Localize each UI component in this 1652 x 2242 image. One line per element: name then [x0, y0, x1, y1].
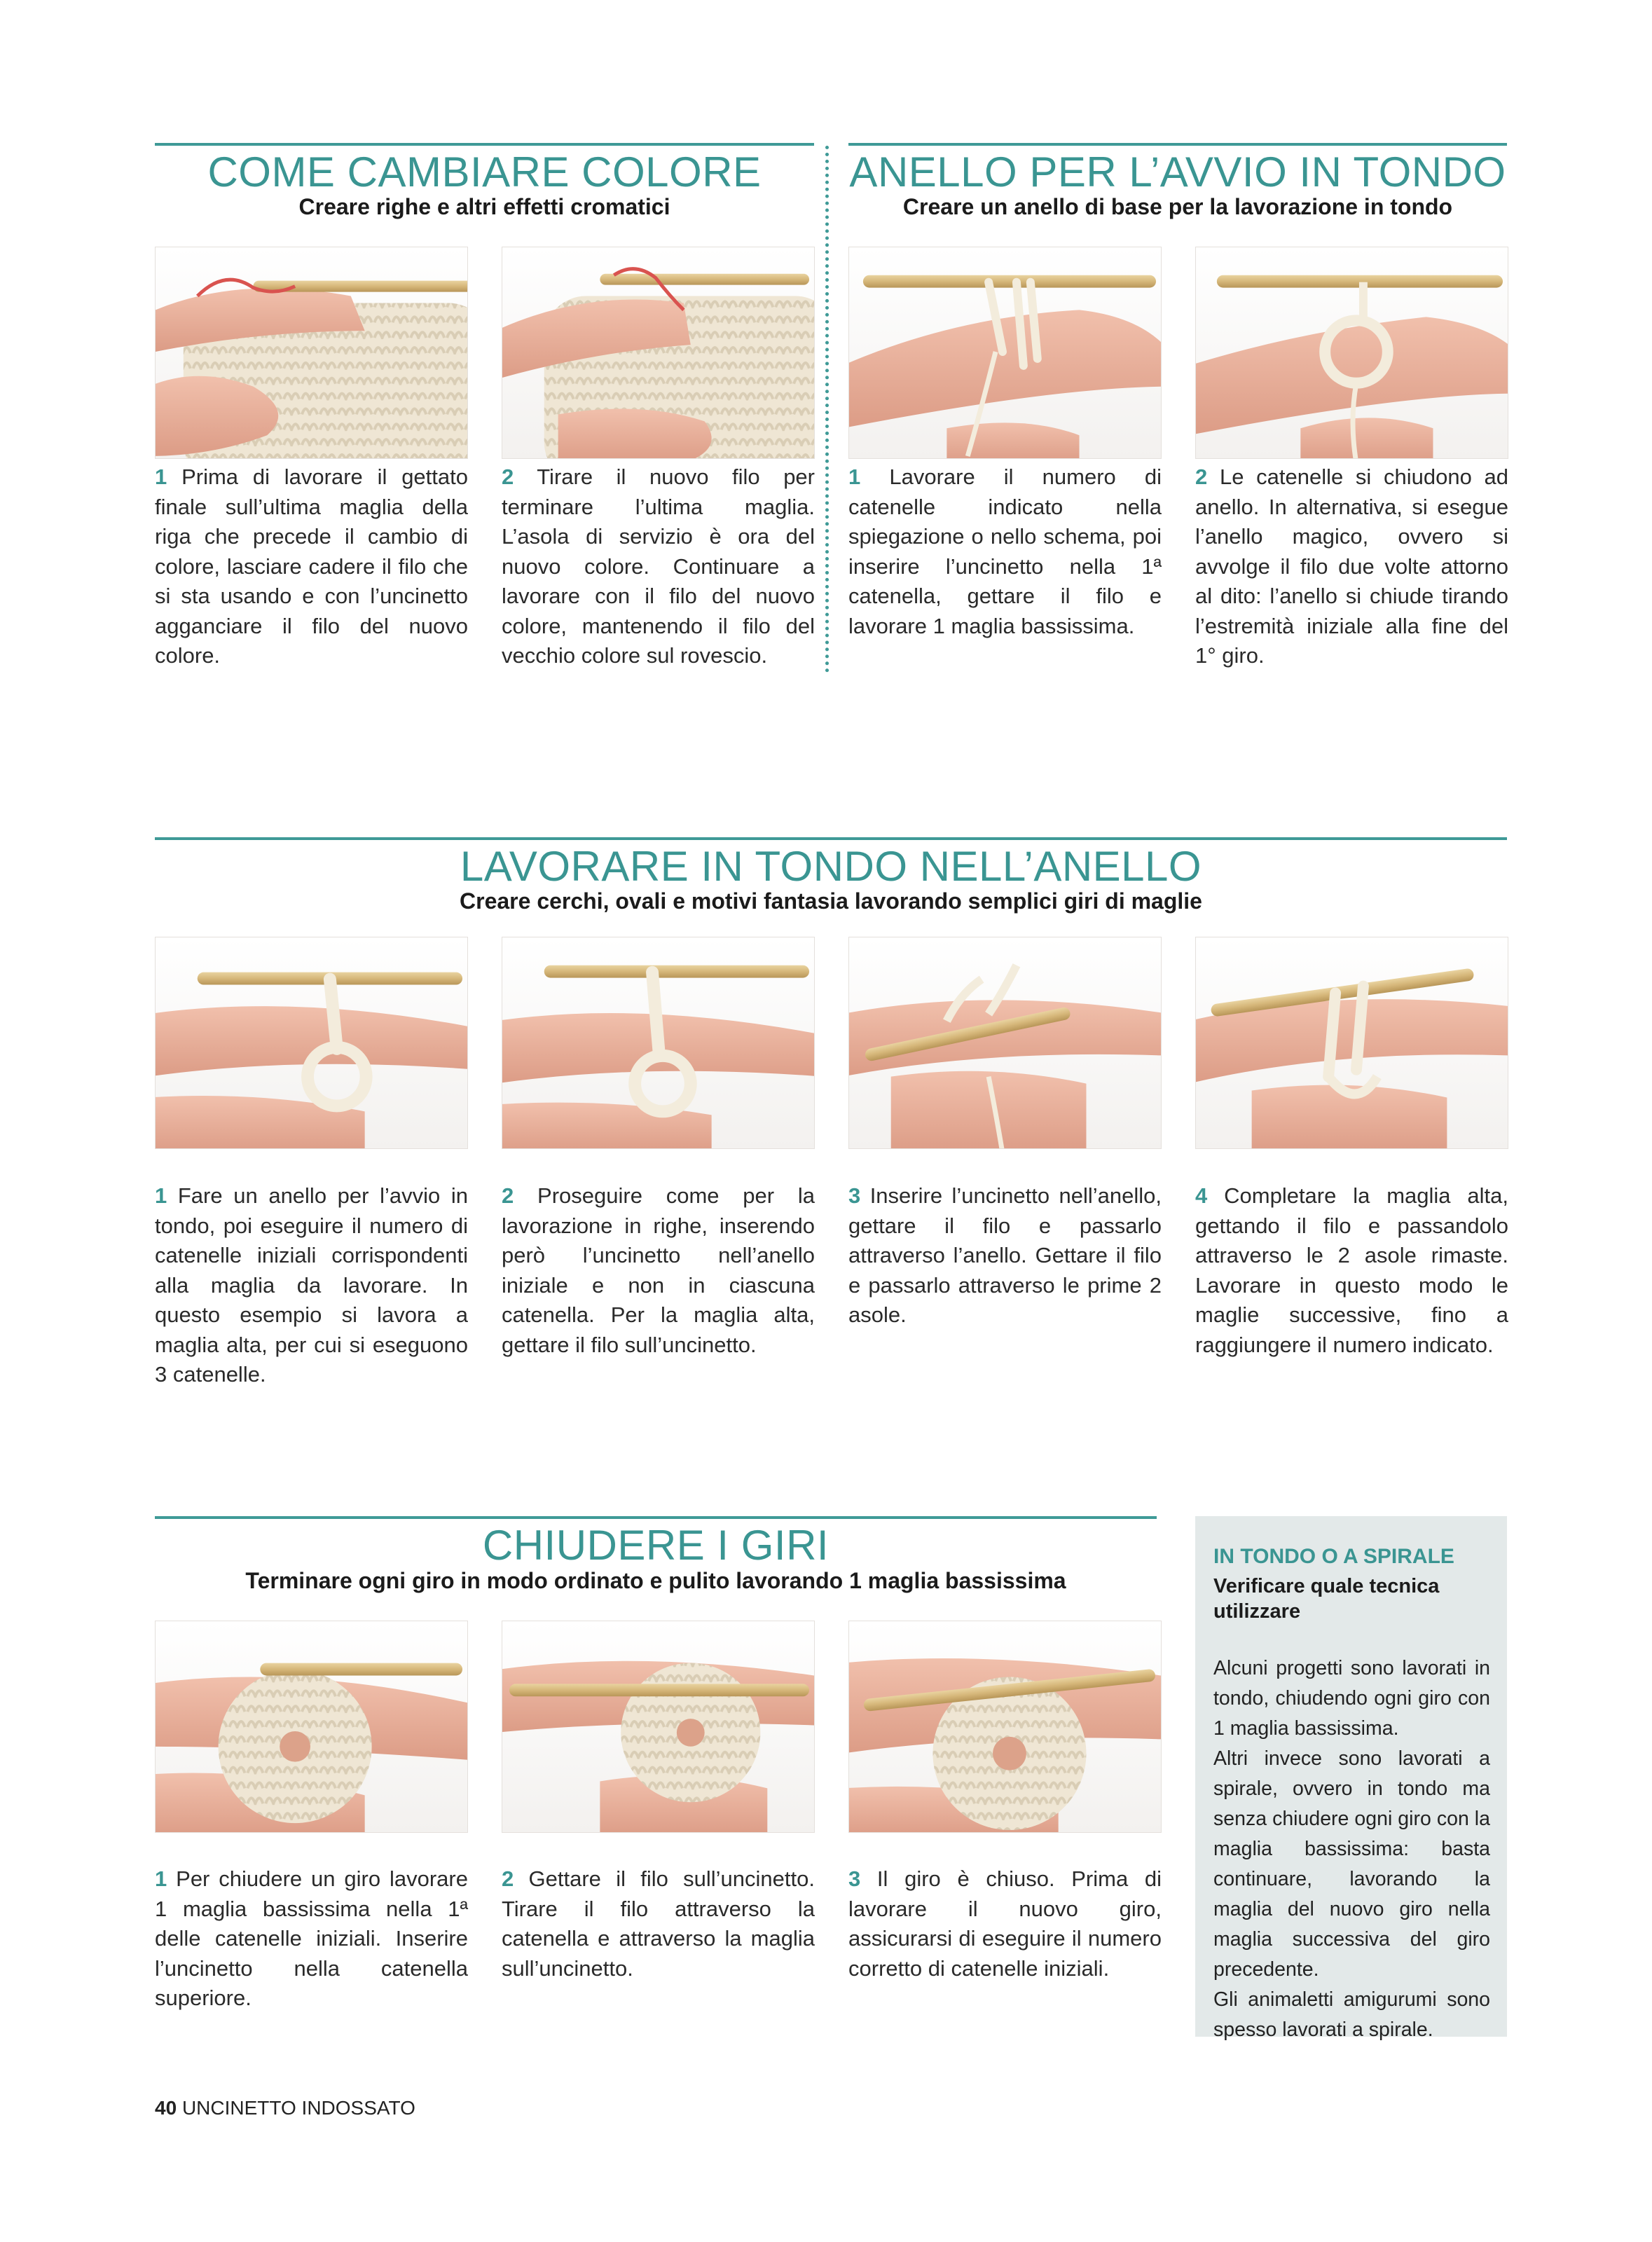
page-number: 40 [155, 2097, 177, 2119]
section-subtitle-tondo: Creare cerchi, ovali e motivi fantasia lavorando semplici giri di maglie [460, 888, 1202, 914]
section-title-anello: ANELLO PER L’AVVIO IN TONDO [849, 149, 1506, 195]
photo-tondo-step-1 [155, 937, 468, 1149]
step-number: 2 [502, 1866, 514, 1891]
step-colore-1 [155, 462, 468, 671]
photo-tondo-step-2 [502, 937, 815, 1149]
photo-tondo-step-3 [848, 937, 1162, 1149]
section-title-giri: CHIUDERE I GIRI [482, 1522, 830, 1569]
step-colore-2 [502, 462, 815, 671]
sidebar-paragraph: Alcuni progetti sono lavorati in tondo, chiudendo ogni giro con 1 maglia bassissima. [1213, 1657, 1490, 1740]
sidebar-body [1213, 1653, 1490, 2045]
photo-anello-step-1 [848, 247, 1162, 459]
section-rule-colore [155, 143, 814, 146]
step-text: Fare un anello per l’avvio in tondo, poi eseguire il numero di catenelle iniziali corrispondenti alla maglia da lavorare. In questo esempio si lavora a maglia alta, per cui si eseguono 3 catenelle. [155, 1183, 468, 1387]
sidebar-box [1195, 1516, 1507, 2041]
section-rule-anello [848, 143, 1507, 146]
step-number: 1 [155, 1183, 167, 1208]
step-giri-3 [848, 1864, 1162, 1983]
photo-tondo-step-4 [1195, 937, 1508, 1149]
step-text: Per chiudere un giro lavorare 1 maglia bassissima nella 1ª delle catenelle iniziali. Inserire l’uncinetto nella catenella superiore. [155, 1866, 468, 2010]
step-anello-2 [1195, 462, 1508, 671]
step-number: 1 [848, 465, 861, 489]
step-text: Il giro è chiuso. Prima di lavorare il nuovo giro, assicurarsi di eseguire il numero corretto di catenelle iniziali. [848, 1866, 1162, 1981]
sidebar-paragraph: Gli animaletti amigurumi sono spesso lavorati a spirale. [1213, 1988, 1490, 2041]
section-title-colore: COME CAMBIARE COLORE [207, 149, 762, 195]
photo-colore-step-1 [155, 247, 468, 459]
step-number: 2 [502, 465, 514, 489]
step-text: Le catenelle si chiudono ad anello. In alternativa, si esegue l’anello magico, ovvero si avvolge il filo due volte attorno al dito: l’anello si chiude tirando l’estremità iniziale alla fine del 1° giro. [1195, 465, 1508, 668]
photo-anello-step-2 [1195, 247, 1508, 459]
section-rule-giri [155, 1516, 1157, 1519]
step-text: Prima di lavorare il gettato finale sull’ultima maglia della riga che precede il cambio di colore, lasciare cadere il filo che si sta usando e con l’uncinetto agganciare il filo del nuovo colore. [155, 465, 468, 668]
step-text: Inserire l’uncinetto nell’anello, gettare il filo e passarlo attraverso l’anello. Gettare il filo e passarlo attraverso le prime 2 asole. [848, 1183, 1162, 1327]
step-number: 3 [848, 1183, 861, 1208]
step-tondo-1 [155, 1181, 468, 1390]
step-tondo-2 [502, 1181, 815, 1360]
step-number: 1 [155, 1866, 167, 1891]
magazine-name: UNCINETTO INDOSSATO [181, 2097, 415, 2119]
step-text: Tirare il nuovo filo per terminare l’ultima maglia. L’asola di servizio è ora del nuovo colore. Continuare a lavorare con il filo del nuovo colore, mantenendo il filo del vecchio colore sul rovescio. [502, 465, 815, 668]
photo-giri-step-3 [848, 1621, 1162, 1833]
step-text: Gettare il filo sull’uncinetto. Tirare il filo attraverso la catenella e attraverso la maglia sull’uncinetto. [502, 1866, 815, 1981]
step-tondo-4 [1195, 1181, 1508, 1360]
step-number: 2 [502, 1183, 514, 1208]
section-subtitle-giri: Terminare ogni giro in modo ordinato e pulito lavorando 1 maglia bassissima [245, 1568, 1066, 1593]
sidebar-title: IN TONDO O A SPIRALE [1213, 1545, 1454, 1568]
sidebar-subtitle: Verificare quale tecnica utilizzare [1213, 1575, 1440, 1623]
step-giri-1 [155, 1864, 468, 2014]
section-subtitle-colore: Creare righe e altri effetti cromatici [298, 194, 670, 219]
step-text: Completare la maglia alta, gettando il filo e passandolo attraverso le 2 asole rimaste. Lavorare in questo modo le maglie successive, fino a raggiungere il numero indicato. [1195, 1183, 1508, 1357]
step-text: Proseguire come per la lavorazione in righe, inserendo però l’uncinetto nell’anello iniziale e non in ciascuna catenella. Per la maglia alta, gettare il filo sull’uncinetto. [502, 1183, 815, 1357]
step-tondo-3 [848, 1181, 1162, 1330]
photo-giri-step-1 [155, 1621, 468, 1833]
section-title-tondo: LAVORARE IN TONDO NELL’ANELLO [460, 843, 1202, 890]
step-anello-1 [848, 462, 1162, 641]
photo-colore-step-2 [502, 247, 815, 459]
column-divider [825, 146, 829, 673]
sidebar-paragraph: Altri invece sono lavorati a spirale, ovvero in tondo ma senza chiudere ogni giro con la maglia bassissima: basta continuare, lavorando la maglia del nuovo giro nella maglia successiva del giro precedente. [1213, 1747, 1490, 1981]
section-subtitle-anello: Creare un anello di base per la lavorazione in tondo [902, 194, 1453, 219]
photo-giri-step-2 [502, 1621, 815, 1833]
step-number: 3 [848, 1866, 861, 1891]
page-footer [155, 2097, 415, 2119]
step-text: Lavorare il numero di catenelle indicato nella spiegazione o nello schema, poi inserire l’uncinetto nella 1ª catenella, gettare il filo e lavorare 1 maglia bassissima. [848, 465, 1162, 638]
step-number: 2 [1195, 465, 1208, 489]
section-rule-tondo [155, 837, 1507, 840]
step-number: 1 [155, 465, 167, 489]
step-giri-2 [502, 1864, 815, 1983]
step-number: 4 [1195, 1183, 1208, 1208]
